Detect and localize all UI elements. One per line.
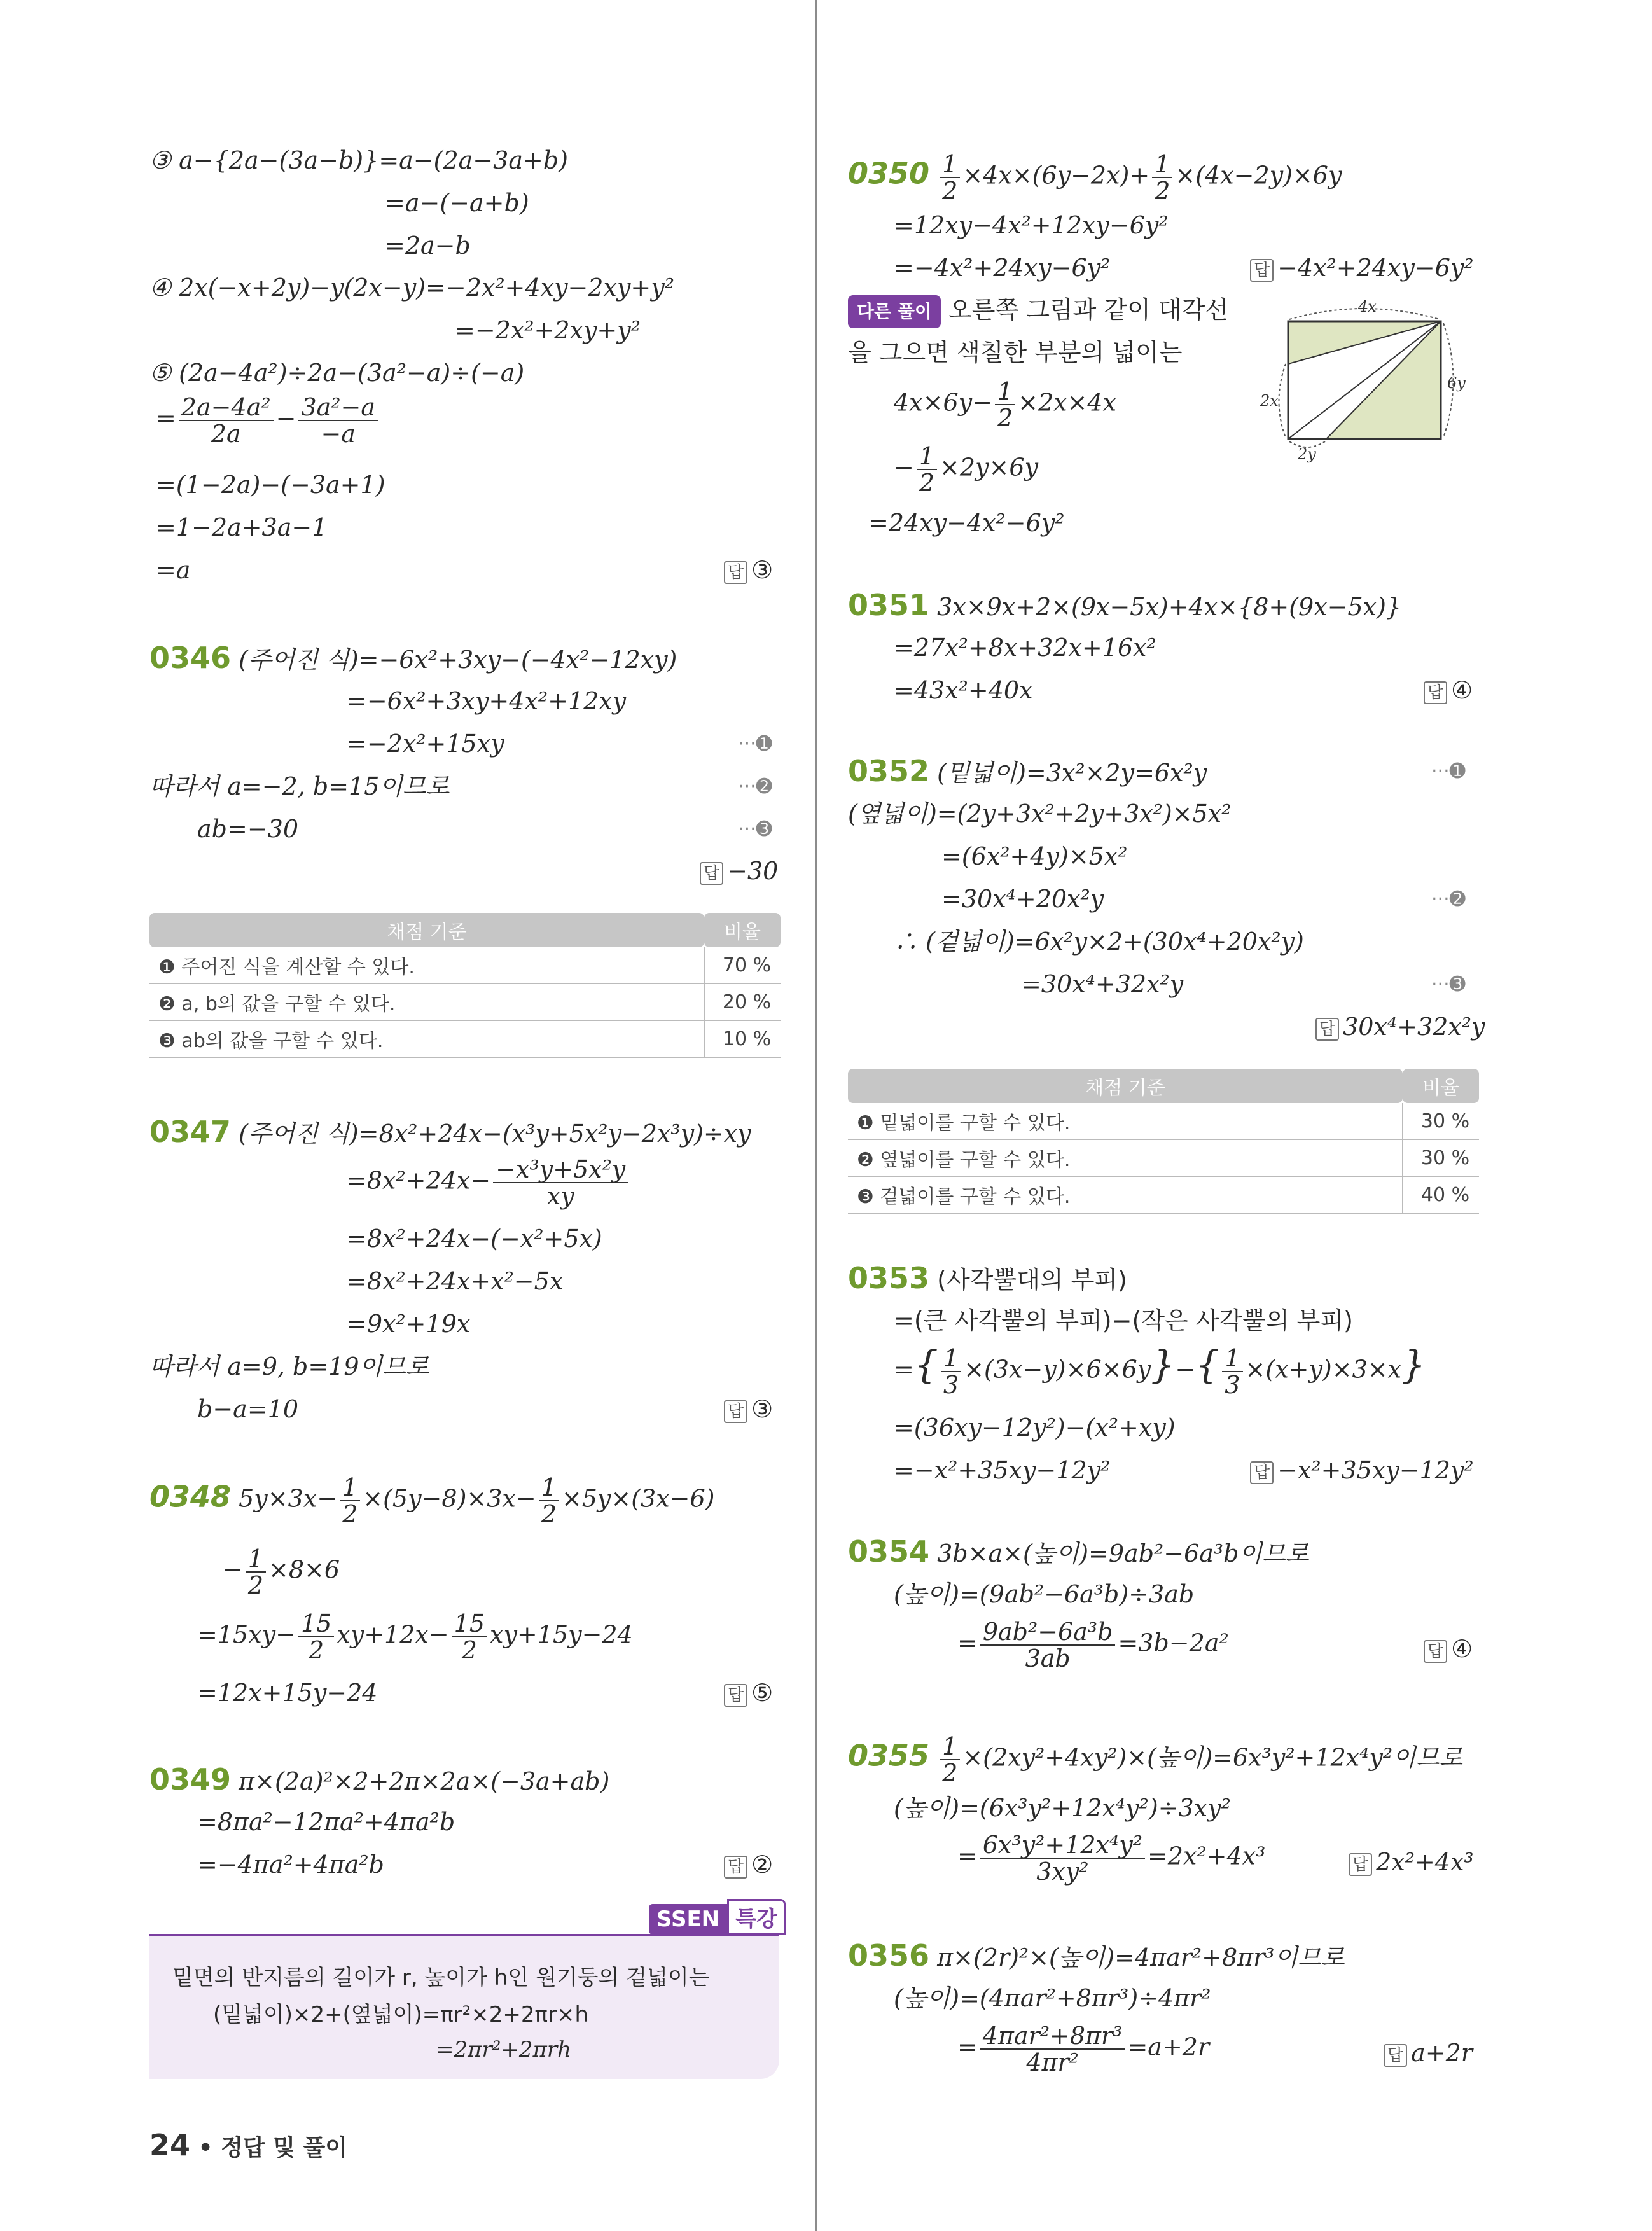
answer-mark: 답: [724, 1400, 747, 1423]
step-marker-3: ···➌: [738, 818, 772, 840]
ssen-line1: 밑면의 반지름의 길이가 r, 높이가 h인 원기둥의 겉넓이는: [172, 1965, 710, 1991]
grading-table-0352: [848, 1069, 1479, 1214]
p353-line3: ={ $\frac{1}{3}$ ×(3x−y)×6×6y}−{ $\frac{1}{3}$ ×(x+y)×3×x}: [894, 1342, 1426, 1399]
alt-solution-tag: 다른 풀이: [848, 295, 941, 328]
grading-table-0346: [149, 913, 781, 1058]
table-row: ❷ a, b의 값을 구할 수 있다. 20 %: [149, 983, 781, 1020]
problem-number: 0354: [848, 1534, 930, 1569]
p347-line2: =8x²+24x− $\frac{\text{−x³y+5x²y}}{xy}$: [347, 1157, 630, 1209]
p345-line5c: =(1−2a)−(−3a+1): [156, 471, 385, 499]
p345-line3a: ③ a−{2a−(3a−b)}=a−(2a−3a+b): [149, 146, 568, 174]
p352-line5: ∴ (겉넓이)=6x²y×2+(30x⁴+20x²y): [894, 928, 1304, 956]
p355-line1: 0355 $\frac{1}{2}$ ×(2xy²+4xy²)×(높이)=6x³y²+12x⁴y²이므로: [848, 1732, 1463, 1787]
step-marker-1: ···➊: [738, 733, 772, 755]
p348-line2: − $\frac{1}{2}$ ×8×6: [223, 1545, 340, 1599]
p349-line3: =−4πa²+4πa²b: [197, 1851, 384, 1879]
fig-label-top: 4x: [1358, 298, 1377, 316]
step-marker-2: ···➋: [1431, 888, 1466, 910]
ssen-line3: =2πr²+2πrh: [436, 2037, 571, 2062]
p346-line3: =−2x²+15xy: [347, 730, 504, 758]
answer-mark: 답: [1315, 1018, 1339, 1041]
p353-line2: =(큰 사각뿔의 부피)−(작은 사각뿔의 부피): [894, 1307, 1353, 1335]
p349-line1: 0349 π×(2a)²×2+2π×2a×(−3a+ab): [149, 1762, 610, 1797]
p345-line5d: =1−2a+3a−1: [156, 513, 328, 541]
p350-answer: 답 −4x²+24xy−6y²: [1250, 253, 1474, 283]
p350-line2: =12xy−4x²+12xy−6y²: [894, 211, 1169, 239]
p345-line3b: =a−(−a+b): [385, 189, 529, 217]
p356-line1: 0356 π×(2r)²×(높이)=4πar²+8πr³이므로: [848, 1938, 1345, 1973]
problem-number: 0351: [848, 588, 930, 622]
p354-line1: 0354 3b×a×(높이)=9ab²−6a³b이므로: [848, 1534, 1309, 1569]
answer-mark: 답: [1250, 259, 1274, 282]
frac-den: −a: [321, 420, 356, 448]
p352-line1: 0352 (밑넓이)=3x²×2y=6x²y: [848, 754, 1207, 788]
frac-den: xy: [546, 1182, 574, 1210]
p352-line2: (옆넓이)=(2y+3x²+2y+3x²)×5x²: [848, 800, 1232, 828]
p353-answer: 답 −x²+35xy−12y²: [1250, 1455, 1474, 1485]
table-row: ❶ 밑넓이를 구할 수 있다. 30 %: [848, 1103, 1479, 1139]
step-marker-2: ···➋: [738, 775, 772, 798]
p350-line1: 0350 $\frac{1}{2}$ ×4x×(6y−2x)+ $\frac{1}{2}$ ×(4x−2y)×6y: [848, 150, 1342, 205]
ssen-badge: SSEN 특강: [649, 1899, 786, 1935]
p350-alt-line1: 다른 풀이 오른쪽 그림과 같이 대각선: [848, 295, 1228, 328]
answer-mark: 답: [1424, 1640, 1447, 1663]
problem-number: 0355: [848, 1738, 930, 1773]
fig-label-left: 2x: [1260, 392, 1279, 410]
answer-mark: 답: [1424, 681, 1447, 704]
page-number: 24: [149, 2128, 191, 2162]
p346-answer: 답 −30: [700, 856, 778, 886]
p347-line3: =8x²+24x−(−x²+5x): [347, 1225, 602, 1253]
frac-num: −x³y+5x²y: [493, 1157, 628, 1183]
grading-header-criteria: 채점 기준: [848, 1069, 1403, 1103]
p350-line3: =−4x²+24xy−6y²: [894, 254, 1111, 282]
p347-line5: =9x²+19x: [347, 1310, 471, 1338]
p346-line5: ab=−30: [197, 815, 299, 843]
answer-mark: 답: [1349, 1853, 1372, 1876]
p345-line4a: ④ 2x(−x+2y)−y(2x−y)=−2x²+4xy−2xy+y²: [149, 274, 674, 302]
table-row: ❷ 옆넓이를 구할 수 있다. 30 %: [848, 1139, 1479, 1176]
p356-line3: = $\frac{\text{4πar²+8πr³}}{\text{4πr²}}$ =a+2r: [957, 2022, 1210, 2076]
p347-line1: 0347 (주어진 식)=8x²+24x−(x³y+5x²y−2x³y)÷xy: [149, 1115, 751, 1149]
p352-line4: =30x⁴+20x²y: [941, 885, 1104, 913]
ssen-line2: (밑넓이)×2+(옆넓이)=πr²×2+2πr×h: [213, 2002, 589, 2027]
p345-line4b: =−2x²+2xy+y²: [455, 316, 641, 344]
problem-number: 0356: [848, 1938, 930, 1973]
p351-answer: 답 ④: [1424, 675, 1473, 705]
fig-label-bottom: 2y: [1298, 445, 1316, 463]
table-row: ❸ ab의 값을 구할 수 있다. 10 %: [149, 1020, 781, 1057]
p350-alt-eq1: 4x×6y− $\frac{1}{2}$ ×2x×4x: [894, 377, 1117, 432]
p347-line7: b−a=10: [197, 1395, 299, 1423]
column-divider: [815, 0, 817, 2231]
p352-line6: =30x⁴+32x²y: [1021, 970, 1184, 998]
p353-line1: 0353 (사각뿔대의 부피): [848, 1261, 1127, 1295]
p353-line5: =−x²+35xy−12y²: [894, 1456, 1111, 1484]
p345-line5e: =a: [156, 556, 191, 584]
p353-line4: =(36xy−12y²)−(x²+xy): [894, 1414, 1176, 1442]
step-marker-1: ···➊: [1431, 760, 1466, 782]
p348-line3: =15xy− $\frac{15}{2}$ xy+12x− $\frac{15}{2}$ xy+15y−24: [197, 1609, 633, 1664]
p346-line4: 따라서 a=−2, b=15이므로: [149, 772, 450, 800]
p351-line3: =43x²+40x: [894, 676, 1033, 704]
step-marker-3: ···➌: [1431, 973, 1466, 996]
problem-number: 0353: [848, 1261, 930, 1295]
page-footer: [149, 2128, 347, 2162]
answer-mark: 답: [724, 561, 747, 584]
table-row: ❶ 주어진 식을 계산할 수 있다. 70 %: [149, 947, 781, 983]
p350-alt-line2: 을 그으면 색칠한 부분의 넓이는: [848, 338, 1183, 366]
p348-line4: =12x+15y−24: [197, 1679, 378, 1707]
footer-title: • 정답 및 풀이: [198, 2135, 348, 2161]
problem-number: 0348: [149, 1479, 232, 1514]
problem-number: 0352: [848, 754, 930, 788]
p345-line5a: ⑤ (2a−4a²)÷2a−(3a²−a)÷(−a): [149, 359, 525, 387]
p349-answer: 답 ②: [724, 1849, 773, 1880]
p355-line2: (높이)=(6x³y²+12x⁴y²)÷3xy²: [894, 1794, 1231, 1822]
p352-line3: =(6x²+4y)×5x²: [941, 842, 1128, 870]
p351-line2: =27x²+8x+32x+16x²: [894, 634, 1156, 662]
p349-line2: =8πa²−12πa²+4πa²b: [197, 1808, 455, 1836]
p347-answer: 답 ③: [724, 1394, 773, 1424]
problem-number: 0346: [149, 641, 232, 675]
answer-mark: 답: [724, 1856, 747, 1879]
problem-number: 0350: [848, 156, 930, 191]
rectangle-figure: [1256, 293, 1473, 464]
p347-line4: =8x²+24x+x²−5x: [347, 1267, 564, 1295]
grading-header-criteria: 채점 기준: [149, 913, 704, 947]
p346-line2: =−6x²+3xy+4x²+12xy: [347, 687, 627, 715]
p350-alt-eq2: − $\frac{1}{2}$ ×2y×6y: [894, 442, 1038, 497]
grading-header-ratio: 비율: [1403, 1069, 1479, 1103]
p348-line1: 0348 5y×3x− $\frac{1}{2}$ ×(5y−8)×3x− $\frac{1}{2}$ ×5y×(3x−6): [149, 1473, 715, 1528]
problem-number: 0347: [149, 1115, 232, 1149]
p346-line1: 0346 (주어진 식)=−6x²+3xy−(−4x²−12xy): [149, 641, 677, 675]
ssen-note-box: [149, 1934, 779, 2079]
table-row: ❸ 겉넓이를 구할 수 있다. 40 %: [848, 1176, 1479, 1213]
fig-label-right: 6y: [1447, 374, 1466, 392]
answer-mark: 답: [1384, 2044, 1407, 2067]
p355-answer: 답 2x²+4x³: [1349, 1847, 1474, 1877]
p345-line5b: = $\frac{\text{2a−4a²}}{2a}$ − $\frac{\text{3a²−a}}{-a}$: [156, 394, 380, 447]
p350-alt-eq3: =24xy−4x²−6y²: [868, 509, 1065, 537]
frac-den: 2a: [211, 420, 241, 448]
p354-answer: 답 ④: [1424, 1634, 1473, 1664]
problem-number: 0349: [149, 1762, 232, 1797]
p356-line2: (높이)=(4πar²+8πr³)÷4πr²: [894, 1984, 1211, 2012]
answer-mark: 답: [700, 862, 723, 885]
frac-num: 2a−4a²: [179, 394, 274, 421]
p347-line6: 따라서 a=9, b=19이므로: [149, 1352, 429, 1380]
p345-line3c: =2a−b: [385, 232, 471, 260]
answer-mark: 답: [724, 1684, 747, 1707]
p356-answer: 답 a+2r: [1384, 2038, 1473, 2068]
p354-line2: (높이)=(9ab²−6a³b)÷3ab: [894, 1580, 1195, 1608]
frac-num: 3a²−a: [298, 394, 378, 421]
p352-answer: 답 30x⁴+32x²y: [1315, 1011, 1485, 1042]
p348-answer: 답 ⑤: [724, 1678, 773, 1708]
grading-header-ratio: 비율: [704, 913, 781, 947]
p351-line1: 0351 3x×9x+2×(9x−5x)+4x×{8+(9x−5x)}: [848, 588, 1402, 622]
p345-answer: 답 ③: [724, 555, 773, 585]
p354-line3: = $\frac{\text{9ab²−6a³b}}{3ab}$ =3b−2a²: [957, 1618, 1229, 1672]
p355-line3: = $\frac{\text{6x³y²+12x⁴y²}}{\text{3xy²}}$ =2x²+4x³: [957, 1831, 1266, 1886]
answer-mark: 답: [1250, 1461, 1274, 1484]
